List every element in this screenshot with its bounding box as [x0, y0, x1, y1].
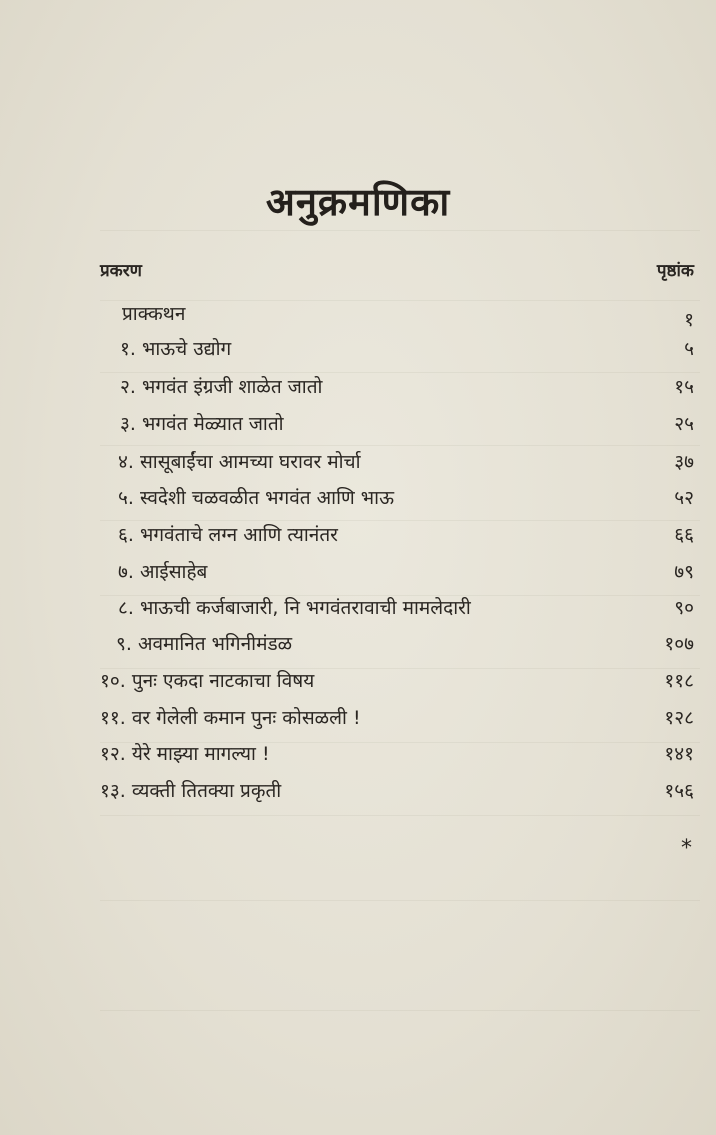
toc-entry-label: १३. व्यक्ती तितक्या प्रकृती: [100, 780, 282, 802]
toc-entry-6: [0, 521, 716, 555]
toc-entry-3: [0, 410, 716, 444]
toc-entry-label: ८. भाऊची कर्जबाजारी, नि भगवंतरावाची मामलेदारी: [118, 597, 471, 619]
toc-entry-label: १. भाऊचे उद्योग: [120, 338, 232, 360]
toc-entry-page: ५२: [674, 487, 694, 509]
toc-entry-page: ११८: [664, 670, 694, 692]
toc-entry-label: प्राक्कथन: [122, 303, 186, 325]
toc-entry-page: ९०: [674, 597, 694, 619]
toc-entry-label: ११. वर गेलेली कमान पुनः कोसळली !: [100, 707, 361, 729]
toc-entry-label: ६. भगवंताचे लग्न आणि त्यानंतर: [118, 524, 338, 546]
toc-entry-2: [0, 373, 716, 407]
chapter-column-header: प्रकरण: [100, 261, 142, 281]
toc-entry-9: [0, 630, 716, 664]
toc-entry-page: ६६: [674, 524, 694, 546]
toc-entry-page: ५: [684, 338, 694, 360]
toc-entry-page: २५: [674, 413, 694, 435]
toc-entry-label: १२. येरे माझ्या मागल्या !: [100, 743, 270, 765]
toc-entry-8: [0, 594, 716, 628]
toc-entry-page: ३७: [674, 451, 694, 473]
toc-entry-4: [0, 448, 716, 482]
toc-entry-5: [0, 484, 716, 518]
toc-entry-12: [0, 740, 716, 774]
toc-entry-label: ७. आईसाहेब: [118, 561, 208, 583]
toc-entry-label: ३. भगवंत मेळ्यात जातो: [120, 413, 284, 435]
toc-entry-10: [0, 667, 716, 701]
toc-entry-label: ९. अवमानित भगिनीमंडळ: [116, 633, 293, 655]
toc-entry-7: [0, 558, 716, 592]
toc-entry-label: ४. सासूबाईंचा आमच्या घरावर मोर्चा: [118, 451, 361, 473]
page-title: अनुक्रमणिका: [265, 180, 451, 224]
toc-entry-page: १: [684, 309, 694, 331]
toc-entry-page: १२८: [664, 707, 694, 729]
toc-entry-page: १४१: [664, 743, 694, 765]
toc-entry-label: २. भगवंत इंग्रजी शाळेत जातो: [120, 376, 323, 398]
toc-entry-preface: [0, 300, 716, 334]
toc-entry-label: ५. स्वदेशी चळवळीत भगवंत आणि भाऊ: [118, 487, 394, 509]
toc-entry-label: १०. पुनः एकदा नाटकाचा विषय: [100, 670, 315, 692]
end-ornament: *: [681, 836, 692, 861]
toc-entry-11: [0, 704, 716, 738]
toc-entry-page: १०७: [664, 633, 694, 655]
toc-entry-13: [0, 777, 716, 811]
toc-entry-1: [0, 335, 716, 369]
toc-entry-page: १५६: [664, 780, 694, 802]
toc-entry-page: १५: [674, 376, 694, 398]
page-column-header: पृष्ठांक: [656, 261, 694, 281]
toc-entry-page: ७९: [674, 561, 694, 583]
